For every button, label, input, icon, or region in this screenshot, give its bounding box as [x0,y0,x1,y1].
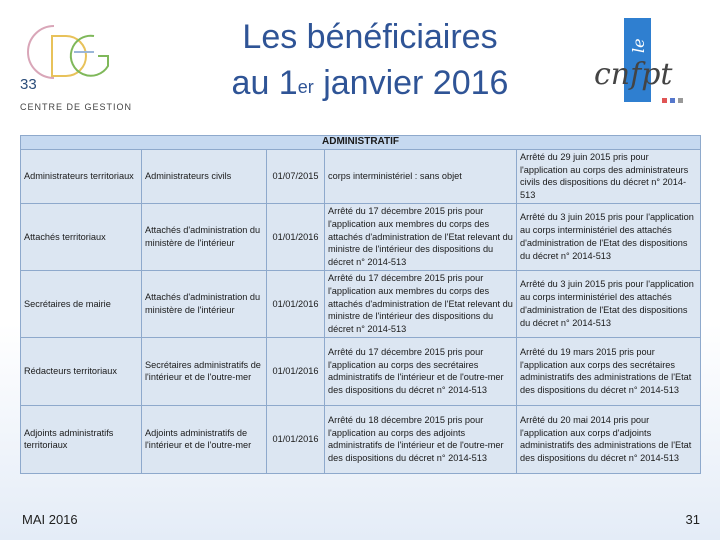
cell-territorial-grade: Administrateurs territoriaux [21,149,142,203]
cell-territorial-grade: Secrétaires de mairie [21,270,142,337]
cell-date: 01/01/2016 [267,405,325,473]
cell-arrete-ministry: Arrêté du 17 décembre 2015 pris pour l'application aux membres du corps des attachés d'administration de l'Etat relevant du ministre de l'intérieur des dispositions du décret n° 2014-513 [325,203,517,270]
title-line-1: Les bénéficiaires [242,18,498,56]
page-title [170,14,570,106]
cell-state-corps: Administrateurs civils [142,149,267,203]
cell-date: 01/01/2016 [267,337,325,405]
cell-date: 01/01/2016 [267,203,325,270]
cell-arrete-interministerial: Arrêté du 19 mars 2015 pris pour l'application aux corps des secrétaires administratifs des administrations de l'Etat des dispositions du décret n° 2014-513 [517,337,701,405]
cell-arrete-ministry: corps interministériel : sans objet [325,149,517,203]
svg-text:le: le [629,38,648,53]
title-line-2-prefix: au 1 [231,64,298,102]
cell-state-corps: Attachés d'administration du ministère de l'intérieur [142,270,267,337]
title-line-2 [170,60,570,106]
cell-arrete-ministry: Arrêté du 18 décembre 2015 pris pour l'application au corps des adjoints administratifs de l'intérieur et de l'outre-mer des dispositions du décret n° 2014-513 [325,405,517,473]
title-line-2-suffix: janvier 2016 [313,64,509,102]
cell-state-corps: Secrétaires administratifs de l'intérieur et de l'outre-mer [142,337,267,405]
footer-date: MAI 2016 [22,512,78,527]
cnfpt-logo-graphic [592,18,702,106]
cell-state-corps: Adjoints administratifs de l'intérieur et de l'outre-mer [142,405,267,473]
cell-arrete-interministerial: Arrêté du 3 juin 2015 pris pour l'application au corps interministériel des attachés d'administration de l'Etat des dispositions du décret n° 2014-513 [517,270,701,337]
cnfpt-logo [592,18,702,106]
table-row [21,405,701,473]
cell-arrete-interministerial: Arrêté du 3 juin 2015 pris pour l'application au corps interministériel des attachés d'administration de l'Etat des dispositions du décret n° 2014-513 [517,203,701,270]
cell-territorial-grade: Rédacteurs territoriaux [21,337,142,405]
cell-arrete-ministry: Arrêté du 17 décembre 2015 pris pour l'application au corps des secrétaires administratifs de l'intérieur et de l'outre-mer des dispositions du décret n° 2014-513 [325,337,517,405]
cell-date: 01/01/2016 [267,270,325,337]
cell-territorial-grade: Attachés territoriaux [21,203,142,270]
cell-arrete-ministry: Arrêté du 17 décembre 2015 pris pour l'application aux membres du corps des attachés d'administration de l'Etat relevant du ministre de l'intérieur des dispositions du décret n° 2014-513 [325,270,517,337]
cdg-number: 33 [20,76,37,93]
beneficiaries-table [20,135,700,474]
svg-text:cnfpt: cnfpt [594,57,673,92]
cell-state-corps: Attachés d'administration du ministère de l'intérieur [142,203,267,270]
title-superscript: er [297,77,314,97]
cell-arrete-interministerial: Arrêté du 20 mai 2014 pris pour l'application aux corps d'adjoints administratifs des administrations de l'Etat des dispositions du décret n° 2014-513 [517,405,701,473]
cdg33-logo [14,16,133,116]
page-number: 31 [685,512,700,527]
cell-date: 01/07/2015 [267,149,325,203]
cell-territorial-grade: Adjoints administratifs territoriaux [21,405,142,473]
table-header: ADMINISTRATIF [21,136,701,150]
table-row [21,337,701,405]
table-row [21,203,701,270]
table-row [21,270,701,337]
cdg-text: CENTRE DE GESTION [20,102,133,112]
cell-arrete-interministerial: Arrêté du 29 juin 2015 pris pour l'application au corps des administrateurs civils des dispositions du décret n° 2014-513 [517,149,701,203]
table-row [21,149,701,203]
